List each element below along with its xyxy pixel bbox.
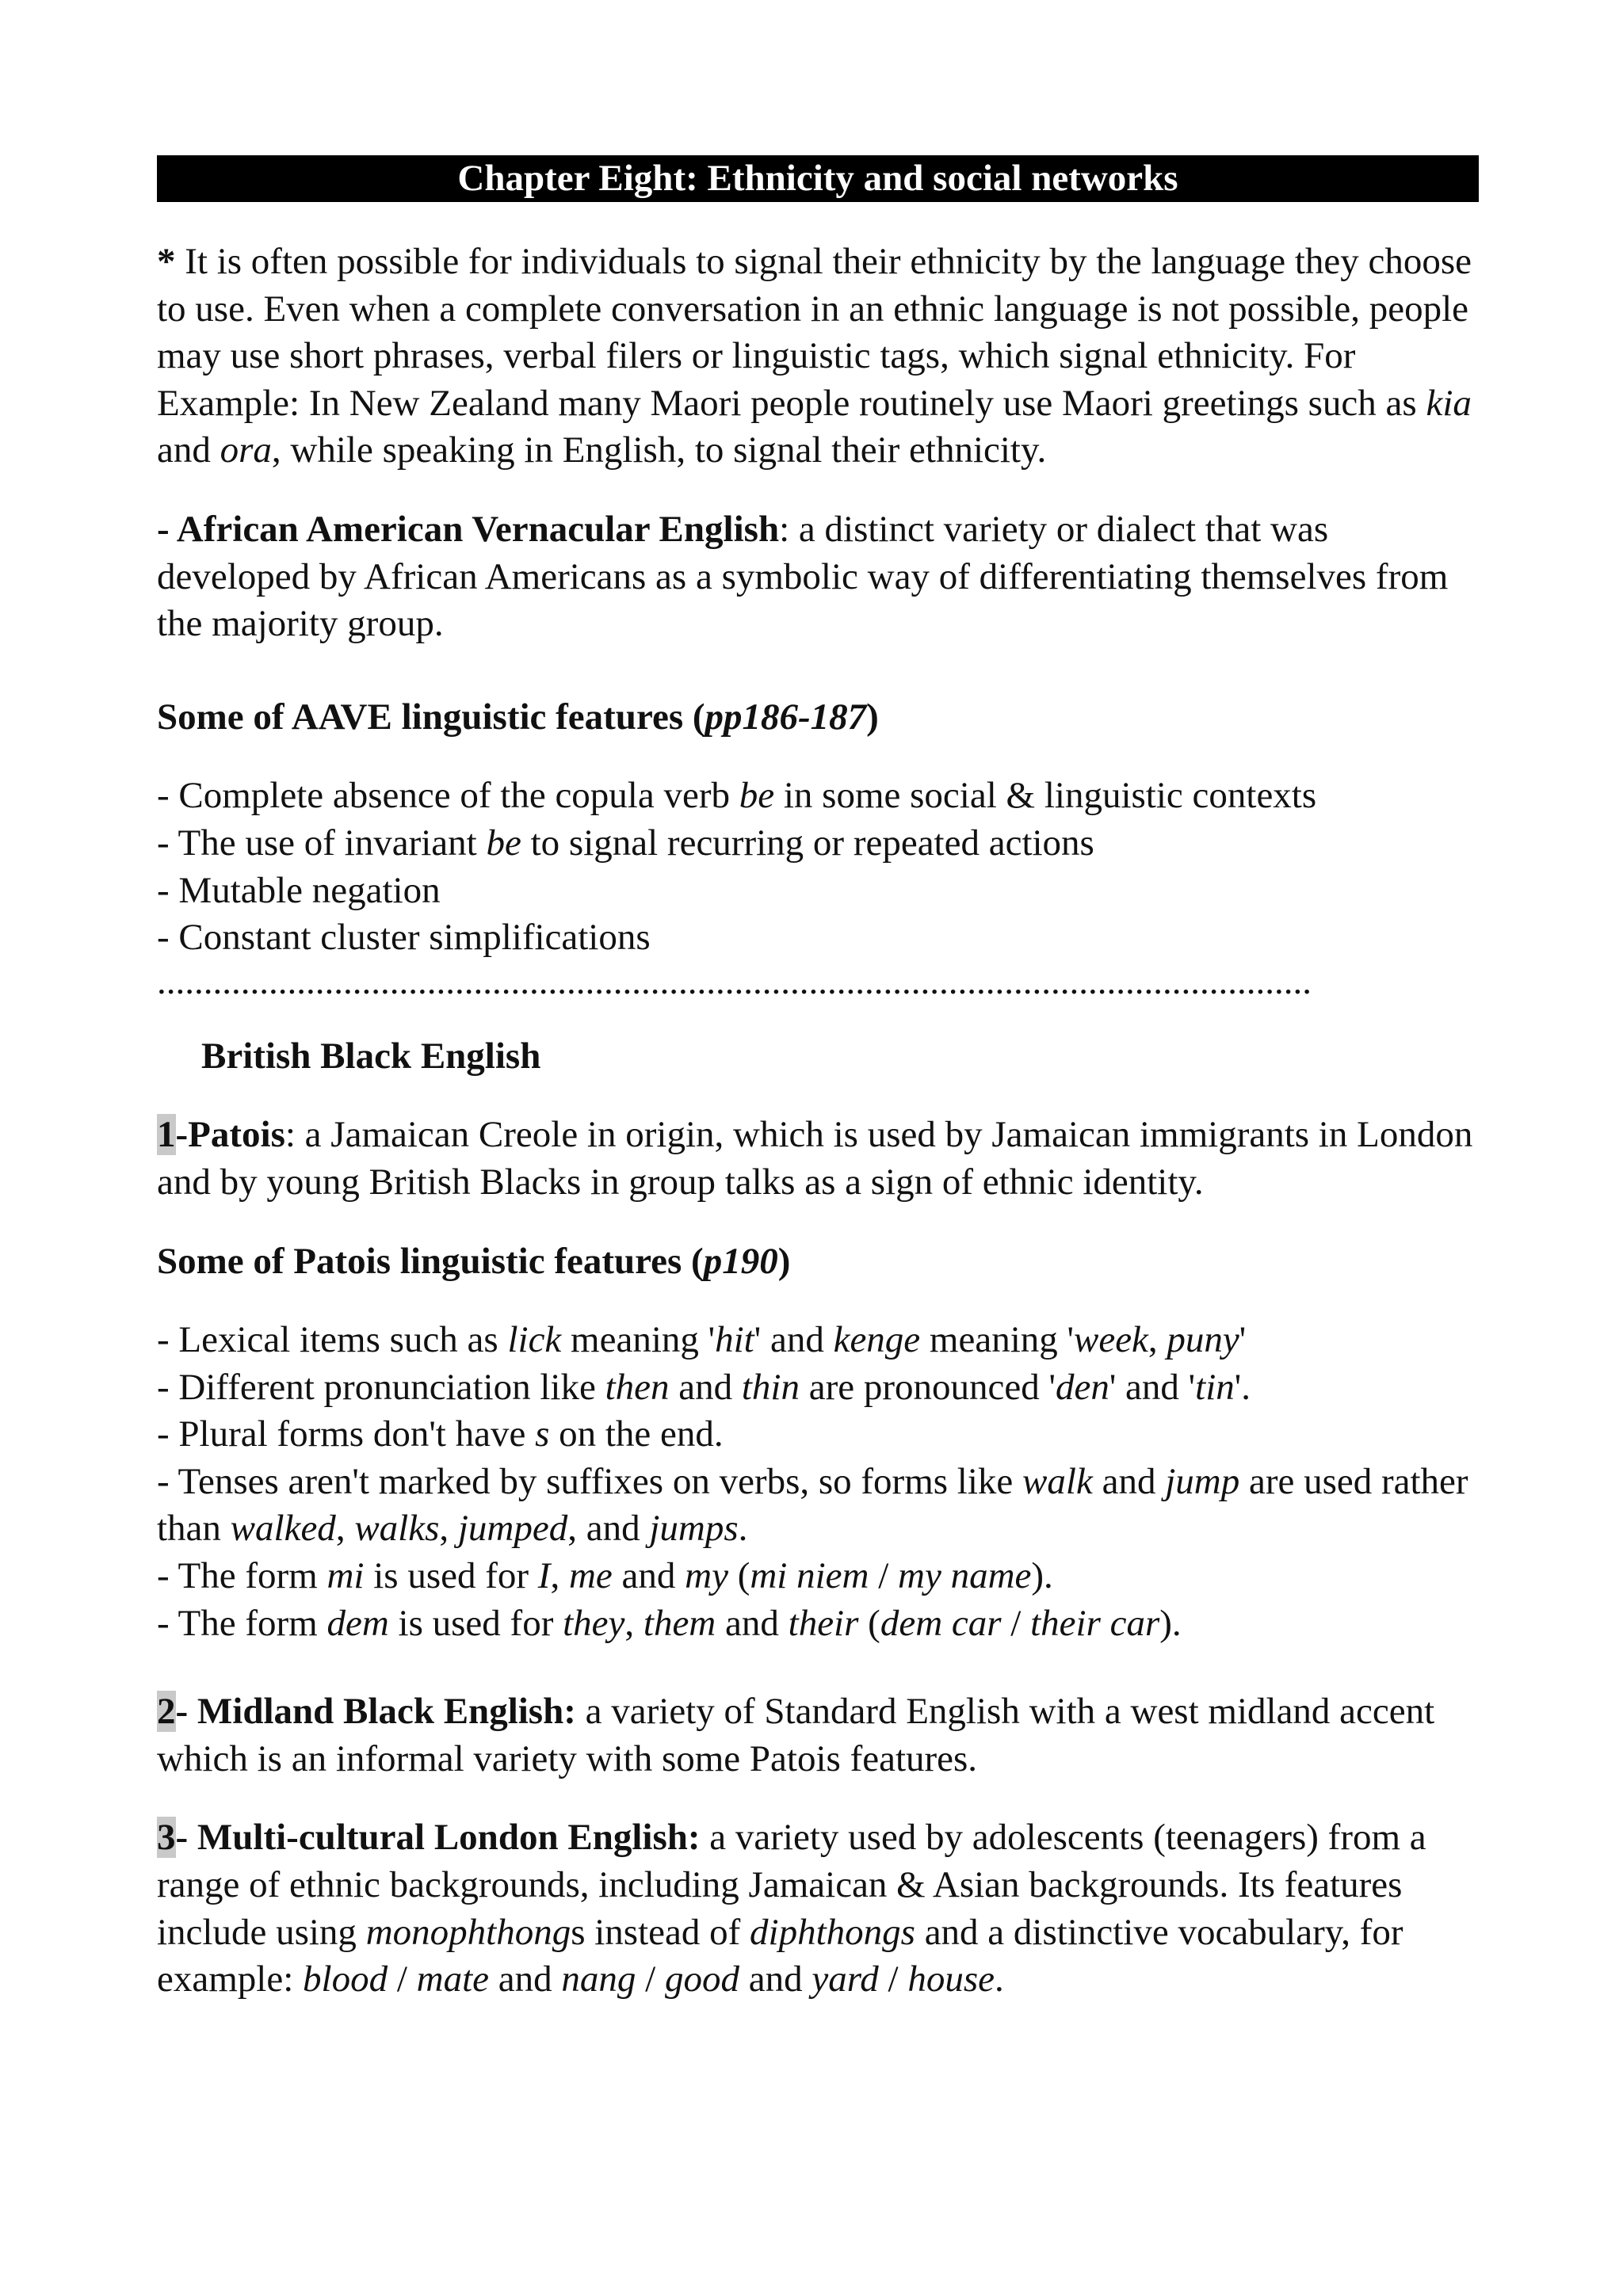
aave-term: - African American Vernacular English (157, 508, 780, 550)
intro-text-end: , while speaking in English, to signal their ethnicity. (271, 429, 1047, 471)
midland-definition: 2- Midland Black English: a variety of Standard English with a west midland accent which is an informal variety with some Patois features. (157, 1691, 1435, 1779)
dotted-divider: ............................................................................................................................ (157, 961, 1312, 1001)
chapter-title: Chapter Eight: Ethnicity and social networks (157, 155, 1479, 202)
list-item: - Plural forms don't have s on the end. (157, 1413, 724, 1455)
patois-features-list (157, 1317, 1479, 1647)
aave-def-text: : a distinct variety or dialect that was developed by African Americans as a symbolic way of differentiating themselves from the majority group. (157, 508, 1449, 645)
intro-text: It is often possible for individuals to signal their ethnicity by the language they choose to use. Even when a complete conversation in an ethnic language is not possible, people may use short phrases, verbal filers or linguistic tags, which signal ethnicity. For Example: In New Zealand many Maori people routinely use Maori greetings such as (157, 241, 1472, 424)
term-kia: kia (1426, 382, 1472, 424)
patois-features-heading: Some of Patois linguistic features (p190) (157, 1240, 791, 1282)
list-item: - The use of invariant be to signal recurring or repeated actions (157, 822, 1094, 864)
item-number-highlight: 2 (157, 1691, 176, 1733)
aave-definition (157, 506, 1479, 648)
list-item: - The form dem is used for they, them and their (dem car / their car). (157, 1602, 1182, 1644)
patois-definition: 1-Patois: a Jamaican Creole in origin, which is used by Jamaican immigrants in London and by young British Blacks in group talks as a sign of ethnic identity. (157, 1114, 1473, 1203)
document-page (157, 155, 1479, 2004)
patois-term: -Patois (175, 1114, 285, 1156)
intro-and: and (157, 429, 220, 471)
aave-page-ref: pp186-187 (705, 696, 867, 738)
aave-features-heading: Some of AAVE linguistic features (pp186-187) (157, 696, 879, 738)
item-number-highlight: 1 (157, 1114, 176, 1156)
midland-term: - Midland Black English: (175, 1691, 576, 1733)
intro-paragraph (157, 238, 1479, 475)
asterisk: * (157, 241, 176, 282)
item-number-highlight: 3 (157, 1817, 176, 1859)
list-item: - The form mi is used for I, me and my (mi niem / my name). (157, 1555, 1053, 1597)
mle-definition: 3- Multi-cultural London English: a variety used by adolescents (teenagers) from a range of ethnic backgrounds, including Jamaican & Asian backgrounds. Its features include using monophthongs instead of diphthongs and a distinctive vocabulary, for example: blood / mate and nang / good and yard / house. (157, 1817, 1426, 2000)
list-item: - Complete absence of the copula verb be in some social & linguistic contexts (157, 775, 1317, 817)
mle-term: - Multi-cultural London English: (175, 1817, 701, 1859)
list-item: - Lexical items such as lick meaning 'hit' and kenge meaning 'week, puny' (157, 1319, 1247, 1361)
list-item: - Different pronunciation like then and thin are pronounced 'den' and 'tin'. (157, 1366, 1251, 1408)
list-item: - Constant cluster simplifications (157, 917, 651, 959)
term-ora: ora (220, 429, 272, 471)
patois-page-ref: p190 (703, 1240, 778, 1282)
bbe-heading: British Black English (201, 1035, 541, 1077)
list-item: - Tenses aren't marked by suffixes on verbs, so forms like walk and jump are used rather than walked, walks, jumped, and jumps. (157, 1460, 1468, 1550)
aave-features-list (157, 772, 1479, 961)
list-item: - Mutable negation (157, 869, 441, 911)
